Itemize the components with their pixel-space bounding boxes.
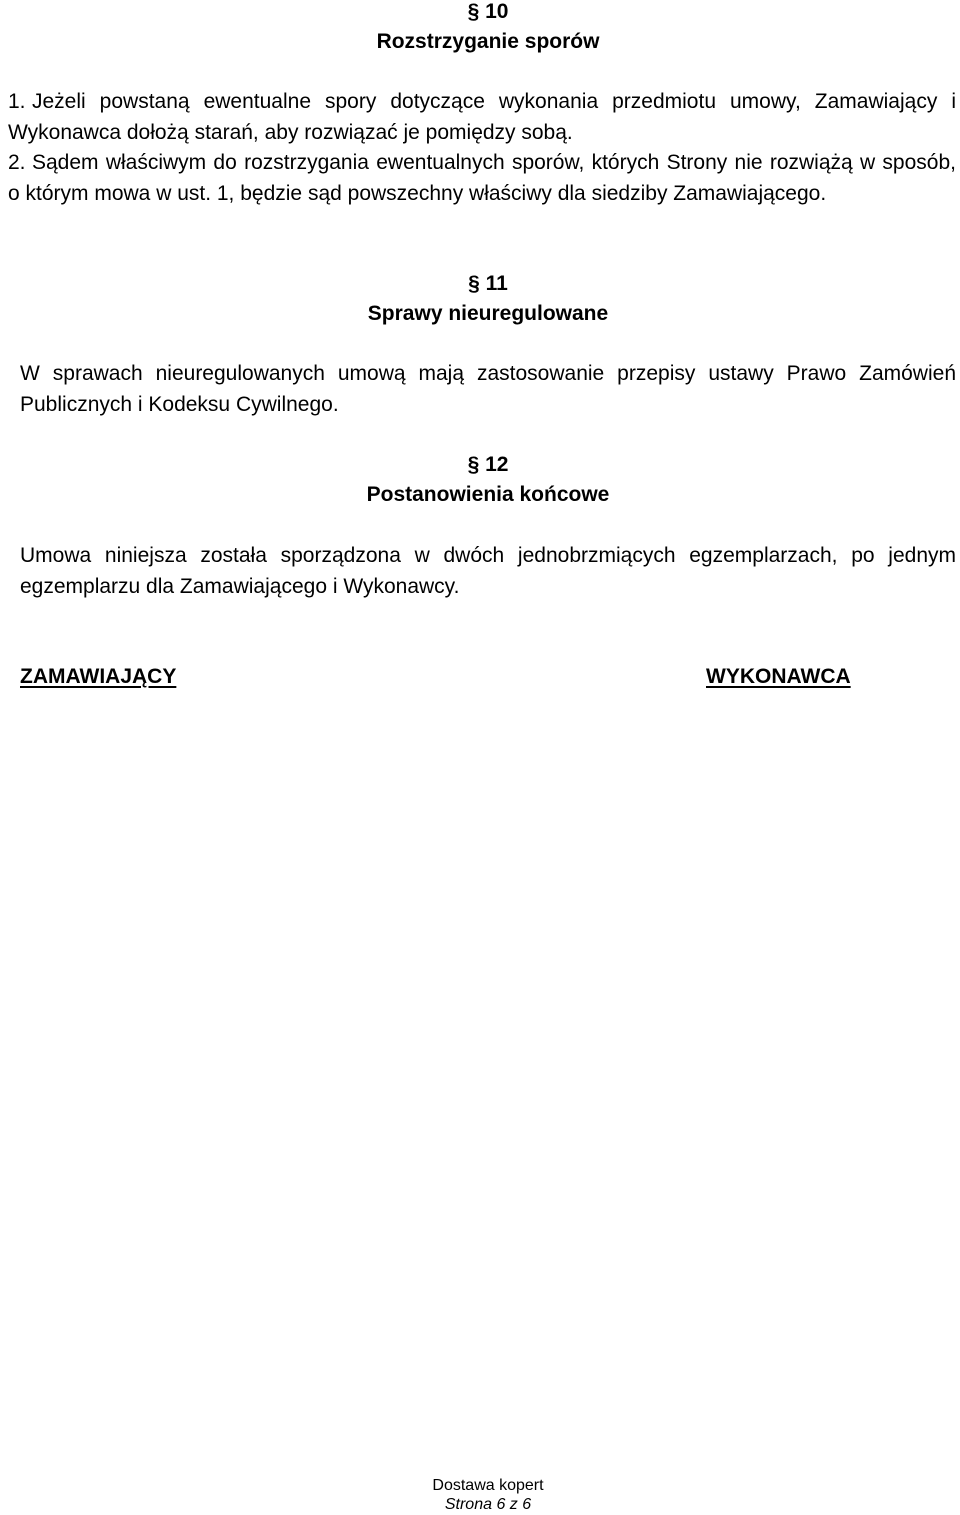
footer-page-number: Strona 6 z 6 xyxy=(444,1496,532,1513)
section-12-title: Postanowienia końcowe xyxy=(366,483,610,506)
section-11-text: W sprawach nieuregulowanych umową mają zastosowanie przepisy ustawy Prawo Zamówień Publicznych i Kodeksu Cywilnego. xyxy=(20,362,956,416)
section-12-number: § 12 xyxy=(467,453,509,476)
signature-wykonawca: WYKONAWCA xyxy=(706,665,851,688)
section-10-item-2-number: 2. xyxy=(8,151,26,174)
section-10-item-2 xyxy=(8,148,956,209)
section-11-number: § 11 xyxy=(468,272,508,295)
section-10-item-2-text: Sądem właściwym do rozstrzygania ewentualnych sporów, których Strony nie rozwiążą w sposób, o którym mowa w ust. 1, będzie sąd powszechny właściwy dla siedziby Zamawiającego. xyxy=(8,151,956,205)
signature-zamawiajacy: ZAMAWIAJĄCY xyxy=(20,665,177,688)
section-10-title: Rozstrzyganie sporów xyxy=(376,30,600,53)
section-12-text: Umowa niniejsza została sporządzona w dwóch jednobrzmiących egzemplarzach, po jednym egzemplarzu dla Zamawiającego i Wykonawcy. xyxy=(20,544,956,598)
footer-title: Dostawa kopert xyxy=(432,1477,544,1494)
section-10-number: § 10 xyxy=(467,0,509,23)
section-10-item-1-number: 1. xyxy=(8,90,26,113)
section-11-title: Sprawy nieuregulowane xyxy=(367,302,609,325)
section-10-item-1-text: Jeżeli powstaną ewentualne spory dotyczące wykonania przedmiotu umowy, Zamawiający i Wykonawca dołożą starań, aby rozwiązać je pomiędzy sobą. xyxy=(8,90,956,144)
section-10-item-1 xyxy=(8,87,956,148)
